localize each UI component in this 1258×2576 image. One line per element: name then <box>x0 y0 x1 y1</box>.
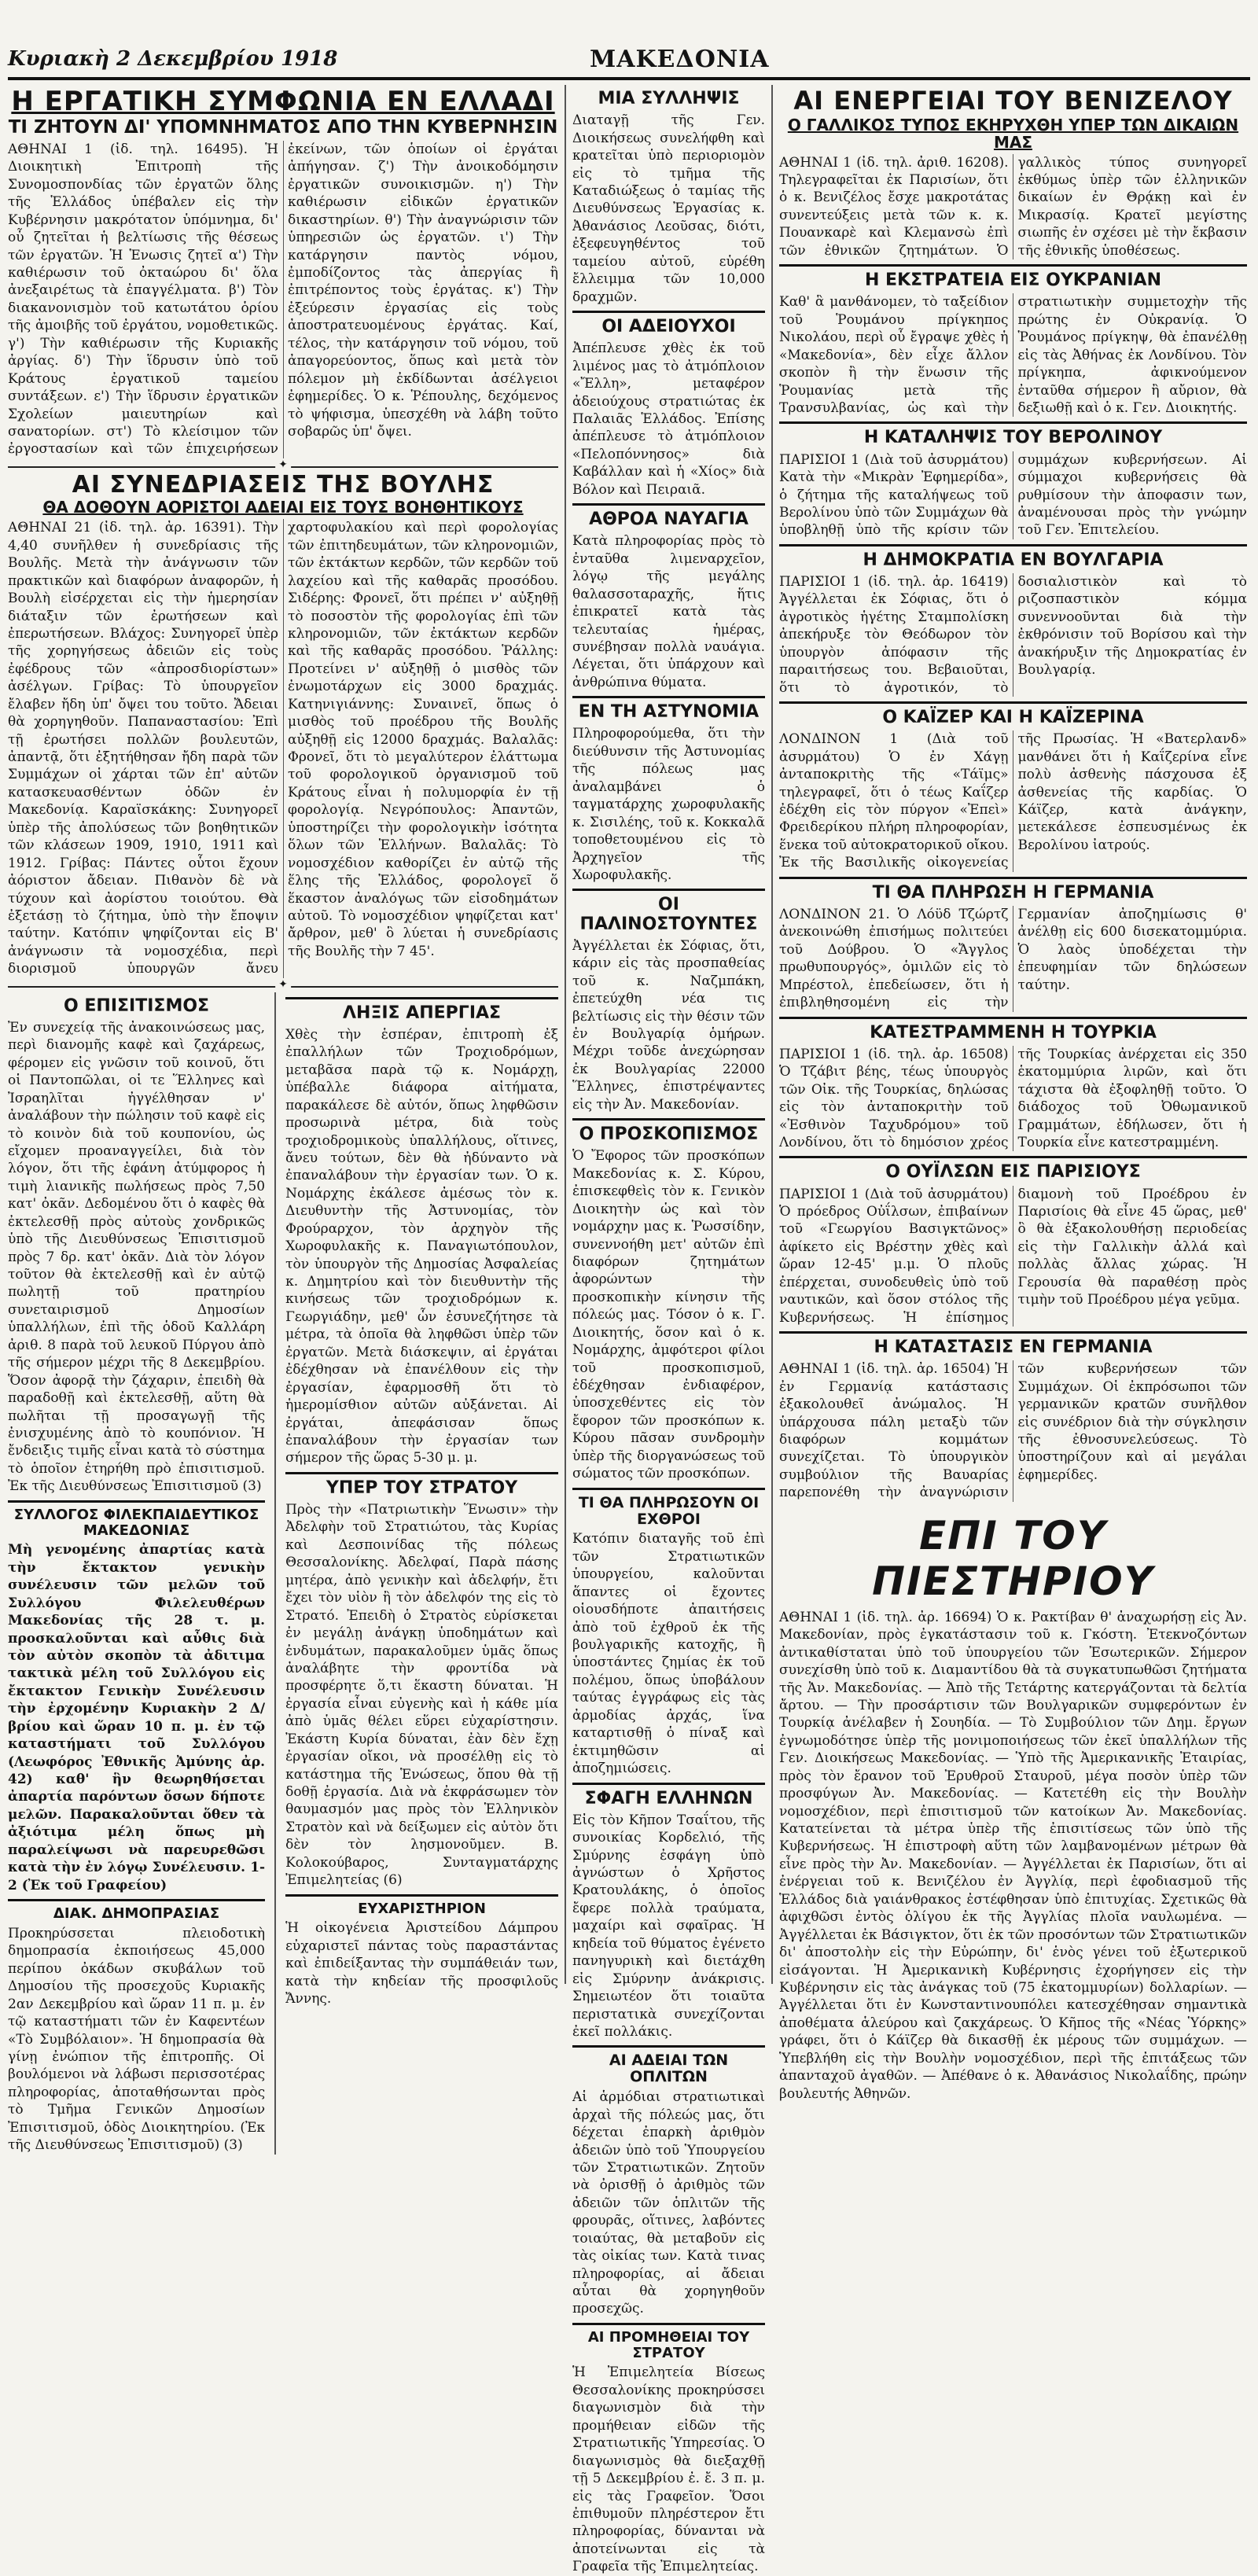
heading-kaiser: Ο ΚΑΪΖΕΡ ΚΑΙ Η ΚΑΪΖΕΡΙΝΑ <box>779 701 1247 727</box>
article-labor <box>8 141 558 458</box>
headline-venizelos: ΑΙ ΕΝΕΡΓΕΙΑΙ ΤΟΥ ΒΕΝΙΖΕΛΟΥ <box>793 86 1233 116</box>
article-germany-situation <box>779 1331 1247 1502</box>
article-soldier-leave-body: Αἱ ἁρμόδιαι στρατιωτικαὶ ἀρχαὶ τῆς πόλεώς μας, ὅτι δέχεται ἐπαρκὴ ἀριθμὸν ἀδειῶν ὑπὸ τοῦ Ὑπουργείου τῶν Στρατιωτικῶν. Ζητοῦν νὰ ὀρισθῇ ὁ ἀριθμὸς τῶν ἀδειῶν τῶν ὁπλιτῶν τῆς φρουρᾶς, οἵτινες, λαβόντες τοιαύτας, θὰ μεταβοῦν εἰς τὰς οἰκίας των. Κατὰ τινας πληροφορίας, αἱ ἄδειαι αὗται θὰ χορηγηθοῦν προσεχῶς. <box>572 2089 765 2317</box>
issue-date: Κυριακὴ 2 Δεκεμβρίου 1918 <box>8 47 338 71</box>
article-auction-body: Προκηρύσσεται πλειοδοτικὴ δημοπρασία ἐκποιήσεως 45,000 περίπου ὀκάδων σκυβάλων τοῦ Δημοσίου τῆς προσεχοῦς Κυριακῆς 2αν Δεκεμβρίου καὶ ὥραν 11 π. μ. ἐν τῷ καταστήματι τῶν ἐν Καφεντέων «Τὸ Συμβόλαιον». Ἡ δημοπρασία θὰ γίνῃ ἐνώπιον τῆς ἐπιτροπῆς. Οἱ βουλόμενοι νὰ λάβωσι περισσοτέρας πληροφορίας, ἀποταθήσωνται πρὸς τὸ Τμῆμα Γενικῶν Δημοσίων Ἐπισιτισμοῦ, ὁδὸς Διοικητηρίου. (Ἐκ τῆς Διευθύνσεως Ἐπισιτισμοῦ) (3) <box>8 1925 266 2154</box>
lower-left-col-1 <box>8 992 265 2155</box>
subhead-labor: ΤΙ ΖΗΤΟΥΝ ΔΙ' ΥΠΟΜΝΗΜΑΤΟΣ ΑΠΟ ΤΗΝ ΚΥΒΕΡΝΗΣΙΝ <box>8 116 558 138</box>
subhead-venizelos: Ο ΓΑΛΛΙΚΟΣ ΤΥΠΟΣ ΕΚΗΡΥΧΘΗ ΥΠΕΡ ΤΩΝ ΔΙΚΑΙΩΝ ΜΑΣ <box>787 115 1239 152</box>
heading-scouting: Ο ΠΡΟΣΚΟΠΙΣΜΟΣ <box>572 1118 765 1144</box>
article-enemies-pay-body: Κατόπιν διαταγῆς τοῦ ἐπὶ τῶν Στρατιωτικῶν ὑπουργείου, καλοῦνται ἅπαντες οἱ ἔχοντες οἱουσδήποτε ἀπαιτήσεις ἀπὸ τοῦ ἐχθροῦ ἐκ τῆς βουλγαρικῆς κατοχῆς, ἢ ὑποστάντες ζημίας ἐκ τοῦ πολέμου, ὅπως ὑποβάλουν ταύτας ἐγγράφως εἰς τὰς ἀρμοδίας ἀρχάς, ἵνα καταρτισθῇ ὁ πίναξ καὶ ἐκτιμηθῶσιν αἱ ἀποζημιώσεις. <box>572 1531 765 1777</box>
right-section <box>779 85 1247 2102</box>
heading-leave: ΟΙ ΑΔΕΙΟΥΧΟΙ <box>572 311 765 337</box>
divider <box>8 986 558 988</box>
article-soldier-leave <box>572 2045 765 2317</box>
article-wilson <box>779 1156 1247 1327</box>
article-association-body: Μὴ γενομένης ἀπαρτίας κατὰ τὴν ἔκτακτον γενικὴν συνέλευσιν τῶν μελῶν τοῦ Συλλόγου Φιλελευθέρων Μακεδονίας τῆς 28 τ. μ. προσκαλοῦνται καὶ αὖθις διὰ τὸν αὐτὸν σκοπὸν τὰ ἀδιτιμα τακτικὰ μέλη τοῦ Συλλόγου εἰς ἔκτακτον Γενικὴν Συνέλευσιν τὴν ἐρχομένην Κυριακὴν 2 Δ/βρίου καὶ ὥραν 10 π. μ. ἐν τῷ καταστήματι τοῦ Συλλόγου (Λεωφόρος Ἐθνικῆς Ἀμύνης ἀρ. 42) καθ' ἣν θεωρηθήσεται ἀπαρτία παρόντων ὅσων δήποτε μελῶν. Παρακαλοῦνται ὅθεν τὰ ἀξιότιμα μέλη ὅπως μὴ παραλείψωσι νὰ παρευρεθῶσι κατὰ τὴν ἐν λόγῳ Συνέλευσιν. 1-2 (Ἐκ τοῦ Γραφείου) <box>8 1542 266 1893</box>
masthead <box>8 0 1250 75</box>
article-police <box>572 696 765 884</box>
heading-arrest: ΜΙΑ ΣΥΛΛΗΨΙΣ <box>598 89 740 109</box>
article-thanks-body: Ἡ οἰκογένεια Ἀριστείδου Δάμπρου εὐχαριστεῖ πάντας τοὺς παραστάντας καὶ ἐπιδείξαντας τὴν συμπάθειάν των, κατὰ τὴν κηδείαν τῆς προσφιλοῦς Ἄννης. <box>285 1920 558 2007</box>
article-shipwrecks-body: Κατὰ πληροφορίας πρὸς τὸ ἐνταῦθα λιμεναρχεῖον, λόγῳ τῆς μεγάλης θαλασσοταραχῆς, ἥτις ἐπικρατεῖ κατὰ τὰς τελευταίας ἡμέρας, συνέβησαν πολλὰ ναυάγια. Λέγεται, ὅτι ὑπάρχουν καὶ ἀνθρώπινα θύματα. <box>572 533 765 690</box>
heading-enemies-pay: ΤΙ ΘΑ ΠΛΗΡΩΣΟΥΝ ΟΙ ΕΧΘΡΟΙ <box>572 1488 765 1528</box>
article-kaiser-body: ΛΟΝΔΙΝΟΝ 1 (Διὰ τοῦ ἀσυρμάτου) Ὁ ἐν Χάγῃ ἀνταποκριτὴς τῆς «Τάϊμς» τηλεγραφεῖ, ὅτι ὁ τέως Καΐζερ ἐδέχθη εἰς τὸν πύργον «Ἐπεὶ» Φρειδερίκου πλήρη πληροφορίαν, ἕνεκα τοῦ αὐτοκρατορικοῦ οἴκου. Ἐκ τῆς Βασιλικῆς οἰκογενείας τῆς Πρωσίας. Ἡ «Βατερλανδ» μανθάνει ὅτι ἡ Καΐζερίνα εἶνε πολὺ ἀσθενὴς πάσχουσα ἐξ ἀσθενείας τῆς καρδίας. Ὁ Κάϊζερ, κατὰ ἀνάγκην, μετεκάλεσε ἐσπευσμένως ἐκ Βερολίνου ἰατρούς. <box>779 731 1247 871</box>
heading-wilson: Ο ΟΥΪΛΣΩΝ ΕΙΣ ΠΑΡΙΣΙΟΥΣ <box>779 1156 1247 1182</box>
article-leave <box>572 311 765 499</box>
article-berlin <box>779 421 1247 539</box>
article-association <box>8 1500 265 1894</box>
lower-left-columns <box>8 992 558 2155</box>
article-bulgaria-body: ΠΑΡΙΣΙΟΙ 1 (ἰδ. τηλ. ἀρ. 16419) Ἀγγέλλεται ἐκ Σόφιας, ὅτι ὁ ἀγροτικὸς ἡγέτης Σταμπολίσκη ἀπεκήρυξε τὸν Θεόδωρον τὸν ὑπουργὸν ἀπόφασιν τῆς παραιτήσεως του. Βεβαιοῦται, ὅτι τὸ ἀγροτικόν, τὸ δοσιαλιστικὸν καὶ τὸ ριζοσπαστικὸν κόμμα συνεννοοῦνται διὰ τὴν ἐκθρόνισιν τοῦ Βορίσου καὶ τὴν ἀνακήρυξιν τῆς Δημοκρατίας ἐν Βουλγαρίᾳ. <box>779 574 1247 696</box>
article-food-body: Ἐν συνεχείᾳ τῆς ἀνακοινώσεως μας, περὶ διανομῆς καφὲ καὶ ζαχάρεως, φέρομεν εἰς γνῶσιν τοῦ κοινοῦ, ὅτι οἱ Παντοπῶλαι, οἱ τε Ἕλληνες καὶ Ἰσραηλῖται ἠγγέλθησαν ν' ἀναλάβουν τὴν πώλησιν τοῦ καφὲ εἰς τὸ κοινὸν διὰ τοῦ κουπονίου, ὡς εἴχομεν προαναγγείλει, διὰ τὸν λόγον, ὅτι τῆς ἐφάνη ἀτύμφορος ἡ τιμὴ λιανικῆς πωλήσεως πρὸς 7,50 κατ' ὀκᾶν. Δεδομένου ὅτι ὁ καφὲς θὰ ἐκτελεσθῇ πρὸς αὐτοὺς χονδρικῶς ὑπὸ τῆς Διευθύνσεως Ἐπισιτισμοῦ πρὸς 7 δρ. κατ' ὀκᾶν. Διὰ τὸν λόγον τοῦτον θὰ ἐκτελεσθῇ καὶ ἐν αὐτῷ πωλητῇ τοῦ πρατηρίου συνεταιρισμοῦ Δημοσίων ὑπαλλήλων, ἐπὶ τῆς ὁδοῦ Καλλάρη ἀριθ. 8 παρὰ τοῦ λευκοῦ Πύργου ἀπὸ τῆς σήμερον μέχρι τῆς 8 Δεκεμβρίου. Ὅσον ἀφορᾷ τὴν ζάχαριν, ἐπειδὴ θὰ παραδοθῇ καὶ ἐκτελεσθῇ, αὕτη θὰ πωλῆται τῇ προσαγωγῇ τῆς ἐνισχυμένης ἀπὸ τὸ κουπόνιον. Ἡ ἔνδειξις τιμῆς εἶναι κατὰ τὸ σύστημα τὸ ὁποῖον ἐτηρήθη πρὸ ἐπισιτισμοῦ. Ἐκ τῆς Διευθύνσεως Ἐπισιτισμοῦ (3) <box>8 1019 266 1495</box>
article-press-body: ΑΘΗΝΑΙ 1 (ἰδ. τηλ. ἀρ. 16694) Ὁ κ. Ρακτίβαν θ' ἀναχωρήσῃ εἰς Ἀν. Μακεδονίαν, πρὸς ἐγκατάστασιν τοῦ κ. Γκόστη. Ἐτεκνοζόντων ἀντικαθίσταται ὑπὸ τοῦ ὑπουργείου τῶν Ἐσωτερικῶν. Σήμερον συνεχίσθη ὑπὸ τοῦ κ. Διαμαντίδου θὰ τὰ συγκατυπωθῶσι ζητήματα τῆς Ἀν. Μακεδονίας. — Ἀπὸ τῆς Τετάρτης κατεργάζονται τὰ δελτία ἄρτου. — Τὴν προσάρτισιν τῶν Βουλγαρικῶν συμφερόντων ἐν Τουρκίᾳ ἀνέλαβεν ἡ Σουηδία. — Τὸ Συμβούλιον τῶν Δημ. ἔργων ἐγνωμοδότησε ὑπὲρ τῆς μονιμοποιήσεως τῶν ἐκεῖ ὑπαλλήλων τῆς Γεν. Διοικήσεως Μακεδονίας. — Ὑπὸ τῆς Ἀμερικανικῆς Ἐταιρίας, πρὸς τὸν ἔρανον τοῦ Ἐρυθροῦ Σταυροῦ, μέγα ποσὸν ὑπὲρ τῶν προσφύγων Ἀν. Μακεδονίας. — Κατετέθη εἰς τὴν Βουλὴν νομοσχέδιον, περὶ ἐπισιτισμοῦ τῶν κατοίκων Ἀν. Μακεδονίας. Κατατείνεται τὰ μέτρα ὑπὲρ τῆς ἐπισιτίσεως τῶν ὑπὸ τῆς Κυβερνήσεως. Ἡ ἐπιστροφὴ αὕτη τῶν λαμβανομένων μέτρων θὰ εἶνε πρὸς τὴν Ἀν. Μακεδονίαν. — Ἀγγέλλεται ἐκ Παρισίων, ὅτι αἱ ἐνέργειαι τοῦ κ. Βενιζέλου ἐν Ἀγγλίᾳ, περὶ ἐφοδιασμοῦ τῆς Ἑλλάδος διὰ γαιάνθρακος ἐστέφθησαν ὑπὸ ἐπιτυχίας. Σχετικῶς θὰ ἀφιχθῶσι ἐντὸς ὀλίγου ἐκ τῆς Ἀγγλίας πλοῖα ναυλωμένα. — Ἀγγέλλεται ἐκ Βάσιγκτον, ὅτι ἐκ τῶν προσόντων τῶν Στρατιωτικῶν δι' ἀποστολὴν εἰς τὴν Εὐρώπην, δι' ἑνὸς γένει τοῦ ἐξωτερικοῦ εἰσάγονται. Ἡ Ἀμερικανικὴ Κυβέρνησις ἐχορήγησεν εἰς τὴν Κυβέρνησιν εἰς τὰς ἀνάγκας τοῦ (75 ἑκατομμυρίων) δολλαρίων. — Ἀγγέλλεται ὅτι ἐν Κωνσταντινουπόλει κατεσχέθησαν σημαντικὰ ἀποθέματα ἁλεύρου καὶ ζακχάρεως. Ὁ Κῆπος τῆς «Νέας Ὑόρκης» γράφει, ὅτι ὁ Κάϊζερ θὰ δικασθῇ ἐκ μέρους τῶν συμμάχων. — Ὑπεβλήθη εἰς τὴν Βουλὴν νομοσχέδιον, περὶ τῆς ἐπιτάξεως τῶν ἁπανταχοῦ ἀγαθῶν. — Ἀπέθανε ὁ κ. Ἀθανάσιος Νικολαΐδης, πρώην βουλευτής Ἀθηνῶν. <box>779 1609 1247 2102</box>
article-germany-pay-body: ΛΟΝΔΙΝΟΝ 21. Ὁ Λόϋδ Τζώρτζ ἀνεκοινώθη ἐπισήμως πολιτεύει τοῦ Δούβρου. Ὁ «Ἄγγλος πρωθυπουργός», ὁμιλῶν εἰς τὸ Μπρέστολ, ἐπεδείωσεν, ὅτι ἡ ἐπιβληθησομένη εἰς τὴν Γερμανίαν ἀποζημίωσις θ' ἀνέλθῃ εἰς 600 δισεκατομμύρια. Ὁ λαὸς ὑποδέχεται τὴν ἐπευφημίαν τῶν δηλώσεων ταύτην. <box>779 906 1247 1011</box>
article-bulgaria <box>779 544 1247 697</box>
article-massacre <box>572 1783 765 2041</box>
masthead-rule <box>8 77 1250 80</box>
article-venizelos-body: ΑΘΗΝΑΙ 1 (ἰδ. τηλ. ἀριθ. 16208). Τηλεγραφεῖται ἐκ Παρισίων, ὅτι ὁ κ. Βενιζέλος ἔσχε μακροτάτας συνεντεύξεις μετὰ τῶν κ. κ. Πουανκαρὲ καὶ Κλεμανσὼ ἐπὶ τῶν ἐθνικῶν ζητημάτων. Ὁ γαλλικὸς τύπος συνηγορεῖ ἐκθύμως ὑπὲρ τῶν ἑλληνικῶν δικαίων ἐν Θρᾴκῃ καὶ ἐν Μικρασίᾳ. Κρατεῖ μεγίστης σιωπῆς ἐν σχέσει μὲ τὴν ἔκβασιν τῆς ἐθνικῆς ὑποθέσεως. <box>779 154 1247 259</box>
heading-food: Ο ΕΠΙΣΙΤΙΣΜΟΣ <box>64 995 210 1016</box>
article-returnees-body: Ἀγγέλλεται ἐκ Σόφιας, ὅτι, κάριν εἰς τὰς προσπαθείας τοῦ κ. Ναζμπάκη, ἐπετεύχθη νέα τις βελτίωσις εἰς τὴν θέσιν τῶν ἐν Βουλγαρίᾳ ὁμήρων. Μέχρι τοῦδε ἀνεχώρησαν ἐκ Βουλγαρίας 22000 Ἕλληνες, ἐπιστρέψαντες εἰς τὴν Ἀν. Μακεδονίαν. <box>572 937 765 1113</box>
article-ukraine-body: Καθ' ἃ μανθάνομεν, τὸ ταξείδιον τοῦ Ῥουμάνου πρίγκηπος Νικολάου, περὶ οὗ ἔγραψε χθὲς ἡ «Μακεδονία», δὲν εἶχε ἄλλον σκοπὸν ἢ τὴν ἕνωσιν τῆς Ῥουμανίας μετὰ τῆς Τρανσυλβανίας, ὡς καὶ τὴν στρατιωτικὴν συμμετοχὴν τῆς πρώτης ἐν Οὐκρανίᾳ. Ὁ Ῥουμάνος πρίγκηψ, θὰ ἐπανέλθῃ εἰς τὰς Ἀθήνας ἐκ Λονδίνου. Τὸν πρίγκηπα, ἀφικνούμενον ἐνταῦθα σήμερον ἢ αὔριον, θὰ δεξιωθῇ καὶ ὁ κ. Γεν. Διοικητής. <box>779 294 1247 417</box>
article-strike-body: Χθὲς τὴν ἑσπέραν, ἐπιτροπὴ ἐξ ἐπαλλήλων τῶν Τροχιοδρόμων, μεταβᾶσα παρὰ τῷ κ. Νομάρχῃ, ὑπέβαλλε διάφορα αἰτήματα, παρακάλεσε δὲ αὐτόν, ὅπως ληφθῶσιν προσωρινὰ μέτρα, διὰ τοὺς τροχιοδρομικοὺς ὑπαλλήλους, οἵτινες, ἄνευ τούτων, δὲν θὰ ἠδύναντο νὰ ἐπαναλάβουν τὴν ἐργασίαν των. Ὁ κ. Νομάρχης ἐκάλεσε ἀμέσως τὸν κ. Διευθυντὴν τῆς Ἀστυνομίας, τὸν Φρούραρχον, τὸν ἀρχηγὸν τῆς Χωροφυλακῆς κ. Παναγιωτόπουλον, τὸν ὑπουργὸν τῆς Δημοσίας Ἀσφαλείας κ. Δημητρίου καὶ τὸν διευθυντὴν τῆς κινήσεως τῶν τροχιοδρόμων κ. Γεωργιάδην, μεθ' ὧν ἐσυνεζήτησε τὰ μέτρα, τὰ ὁποῖα θὰ ληφθῶσι ὑπὲρ τῶν ἐργατῶν. Μετὰ διάσκεψιν, αἱ ἐργάται ἐδέχθησαν νὰ ἐπανέλθουν εἰς τὴν ἐργασίαν, ἐφαρμοσθῆ ὅτι τὸ ἡμερομίσθιον αὐτῶν αὐξάνεται. Αἱ ἐργάται, ἀπεφάσισαν ὅπως ἐπαναλάβουν τὴν ἐργασίαν των σήμερον τῆς ὥρας 5-30 μ. μ. <box>285 1026 558 1466</box>
heading-soldier-leave: ΑΙ ΑΔΕΙΑΙ ΤΩΝ ΟΠΛΙΤΩΝ <box>572 2045 765 2085</box>
article-turkey <box>779 1017 1247 1152</box>
article-wilson-body: ΠΑΡΙΣΙΟΙ 1 (Διὰ τοῦ ἀσυρμάτου) Ὁ πρόεδρος Οὐΐλσων, ἐπιβαίνων τοῦ «Γεωργίου Βασιγκτῶνος» ἀφίκετο εἰς Βρέστην χθὲς καὶ ὥραν 12-45' μ.μ. Ὁ πλοῦς ἐπέρχεται, συνοδευθεὶς ὑπὸ τοῦ ναυτικῶν, καὶ ὅσον στόλος τῆς Κυβερνήσεως. Ἡ ἐπίσημος διαμονὴ τοῦ Προέδρου ἐν Παρισίοις θὰ εἶνε 45 ὥρας, μεθ' ὃ θὰ ἐξακολουθήσῃ περιοδείας εἰς τὴν Γαλλικὴν ἀλλά καὶ πολλὰς ἄλλας χώρας. Ἡ Γερουσία θὰ παραθέσῃ πρὸς τιμὴν τοῦ Προέδρου μέγα γεῦμα. <box>779 1186 1247 1326</box>
column-rule <box>771 85 773 1984</box>
article-army-body: Πρὸς τὴν «Πατριωτικὴν Ἕνωσιν» τὴν Ἀδελφὴν τοῦ Στρατιώτου, τὰς Κυρίας καὶ Δεσποινίδας τῆς πόλεως Θεσσαλονίκης. Ἀδελφαί, Παρὰ πάσης μητέρα, ἀπὸ γενικὴν καὶ ἀδελφήν, ἔτι ἔχει τὸν υἱὸν ἢ τὸν ἀδελφόν της εἰς τὸ Στρατό. Ἐπειδὴ ὁ Στρατὸς εὑρίσκεται ἐν μεγάλῃ ἀνάγκῃ ὑποδημάτων καὶ ἐνδυμάτων, παρακαλοῦμεν ὑμᾶς ὅπως ἀναλάβητε τὴν φροντίδα νὰ προσφέρητε ὅ,τι ἕκαστη δύναται. Ἡ ἐργασία εἶναι εὐγενὴς καὶ ἡ κάθε μία ἀπὸ ὑμᾶς θέλει εὕρει εὐχαρίστησιν. Ἐκάστη Κυρία δύναται, ἐὰν δὲν ἔχῃ ἐργασίαν οἴκοι, νὰ προσέλθῃ εἰς τὸ κατάστημα τῆς Ἑνώσεως, ὅπου θὰ τῇ δοθῇ ἐργασία. Διὰ νὰ ἐκφράσωμεν τὸν θαυμασμόν μας πρὸς τὸν Ἑλληνικὸν Στρατὸν καὶ νὰ δείξωμεν εἰς αὐτὸν ὅτι δὲν τὸν λησμονοῦμεν. Β. Κολοκούβαρος, Συνταγματάρχης Ἐπιμελητείας (6) <box>285 1502 558 1889</box>
heading-shipwrecks: ΑΘΡΟΑ ΝΑΥΑΓΙΑ <box>572 503 765 529</box>
heading-bulgaria: Η ΔΗΜΟΚΡΑΤΙΑ ΕΝ ΒΟΥΛΓΑΡΙΑ <box>779 544 1247 570</box>
heading-army: ΥΠΕΡ ΤΟΥ ΣΤΡΑΤΟΥ <box>285 1472 558 1498</box>
column-rule <box>274 992 276 2155</box>
column-rule <box>565 85 566 1984</box>
article-scouting-body: Ὁ Ἔφορος τῶν προσκόπων Μακεδονίας κ. Σ. Κύρου, ἐπισκεφθεὶς τὸν κ. Γενικὸν Διοικητὴν ὡς καὶ τὸν νομάρχην μας κ. Ῥωσσίδην, συνεννοήθη μετ' αὐτῶν ἐπὶ διαφόρων ζητημάτων ἀφορώντων τὴν προσκοπικὴν κίνησιν τῆς πόλεώς μας. Τόσον ὁ κ. Γ. Διοικητής, ὅσον καὶ ὁ κ. Νομάρχης, ἀμφότεροι φίλοι τοῦ προσκοπισμοῦ, ἐδέχθησαν ἐνδιαφέρον, ὑποσχεθέντες εἰς τὸν ἔφορον τῶν προσκόπων κ. Κύρου πᾶσαν συνδρομὴν ὑπὲρ τῆς διοργανώσεως τοῦ σώματος τῶν προσκόπων. <box>572 1148 765 1482</box>
heading-turkey: ΚΑΤΕΣΤΡΑΜΜΕΝΗ Η ΤΟΥΡΚΙΑ <box>779 1017 1247 1043</box>
article-arrest-body: Διαταγῇ τῆς Γεν. Διοικήσεως συνελήφθη καὶ κρατεῖται ὑπὸ περιοριομὸν εἰς τὸ τμῆμα τῆς Καταδιώξεως ὁ ταμίας τῆς Διευθύνσεως Ἐργασίας κ. Ἀθανάσιος Λεοῦσας, διότι, ἐξεφευγηθέντος τοῦ ταμείου αὐτοῦ, εὑρέθη ἔλλειμμα τῶν 10,000 δραχμῶν. <box>572 112 765 305</box>
article-strike <box>285 997 558 1467</box>
subhead-parliament: ΘΑ ΔΟΘΟΥΝ ΑΟΡΙΣΤΟΙ ΑΔΕΙΑΙ ΕΙΣ ΤΟΥΣ ΒΟΗΘΗΤΙΚΟΥΣ <box>42 498 524 517</box>
middle-section <box>572 85 765 2575</box>
headline-labor: Η ΕΡΓΑΤΙΚΗ ΣΥΜΦΩΝΙΑ ΕΝ ΕΛΛΑΔΙ <box>11 86 555 117</box>
article-returnees <box>572 889 765 1113</box>
heading-returnees: ΟΙ ΠΑΛΙΝΟΣΤΟΥΝΤΕΣ <box>572 889 765 933</box>
article-kaiser <box>779 701 1247 872</box>
article-police-body: Πληροφορούμεθα, ὅτι τὴν διεύθυνσιν τῆς Ἀστυνομίας τῆς πόλεως μας ἀναλαμβάνει ὁ ταγματάρχης χωροφυλακῆς κ. Σισιλέης, τοῦ κ. Κοκκαλᾶ τοποθετουμένου εἰς τὸ Ἀρχηγεῖον τῆς Χωροφυλακῆς. <box>572 726 765 883</box>
article-parliament <box>8 519 558 977</box>
article-massacre-body: Εἰς τὸν Κῆπον Τσαΐτου, τῆς συνοικίας Κορδελιό, τῆς Σμύρνης ἐσφάγη ὑπὸ ἀγνώστων ὁ Χρῆστος Κρατουλάκης, ὁ ὁποῖος ἔφερε πολλὰ τραύματα, μαχαίρι καὶ σφαῖρας. Ἡ κηδεία τοῦ θύματος ἐγένετο πανηγυρικὴ καὶ διετάχθη εἰς Σμύρνην ἀνάκρισις. Σημειωτέον ὅτι τοιαῦτα περιστατικὰ συνεχίζονται ἐκεῖ πολλάκις. <box>572 1812 765 2040</box>
article-turkey-body: ΠΑΡΙΣΙΟΙ 1 (ἰδ. τηλ. ἀρ. 16508) Ὁ Τζάβιτ βέης, τέως ὑπουργὸς τῶν Οἰκ. τῆς Τουρκίας, δηλώσας εἰς τὸν ἀνταποκριτὴν τοῦ «Ἐσθινὸν Ταχυδρόμου» τοῦ Λονδίνου, ὅτι τὸ δημόσιον χρέος τῆς Τουρκίας ἀνέρχεται εἰς 350 ἑκατομμύρια λιρῶν, καὶ ὅτι τάχιστα θὰ ἐξοφληθῇ τοῦτο. Ὁ διάδοχος τοῦ Ὀθωμανικοῦ Γραμμάτων, ἐδήλωσεν, ὅτι ἡ Τουρκία εἶνε κατεστραμμένη. <box>779 1046 1247 1150</box>
heading-thanks: ΕΥΧΑΡΙΣΤΗΡΙΟΝ <box>285 1894 558 1917</box>
heading-supplies: ΑΙ ΠΡΟΜΗΘΕΙΑΙ ΤΟΥ ΣΤΡΑΤΟΥ <box>572 2323 765 2361</box>
article-leave-body: Ἀπέπλευσε χθὲς ἐκ τοῦ λιμένος μας τὸ ἀτμόπλοιον «Ἔλλη», μεταφέρον ἀδειούχους στρατιώτας ἐκ Παλαιᾶς Ἑλλάδος. Ἐπίσης ἀπέπλευσε τὸ ἀτμόπλοιον «Πελοπόννησος» διὰ Καβάλλαν καὶ ἡ «Χίος» διὰ Βόλον καὶ Πειραιᾶ. <box>572 340 765 498</box>
heading-massacre: ΣΦΑΓΗ ΕΛΛΗΝΩΝ <box>572 1783 765 1809</box>
newspaper-name: ΜΑΚΕΔΟΝΙΑ <box>590 46 770 73</box>
left-section <box>8 85 558 2154</box>
article-enemies-pay <box>572 1488 765 1778</box>
heading-strike: ΛΗΞΙΣ ΑΠΕΡΓΙΑΣ <box>285 997 558 1023</box>
heading-police: ΕΝ ΤΗ ΑΣΤΥΝΟΜΙΑ <box>572 696 765 722</box>
article-berlin-body: ΠΑΡΙΣΙΟΙ 1 (Διὰ τοῦ ἀσυρμάτου) Κατὰ τὴν «Μικρὰν Ἐφημερίδα», ὁ ζήτημα τῆς καταλήψεως τοῦ Βερολίνου ὑπὸ τῶν Συμμάχων θὰ ὑποβληθῇ ὑπὸ τῆς κρίσιν τῶν συμμάχων κυβερνήσεων. Αἱ σύμμαχοι κυβερνήσεις θὰ ρυθμίσουν τὴν ἀποφασιν των, ἀναμένουσαι πρὸς τὴν γνώμην τοῦ Γεν. Ἐπιτελείου. <box>779 451 1247 539</box>
article-thanks <box>285 1894 558 2008</box>
heading-ukraine: Η ΕΚΣΤΡΑΤΕΙΑ ΕΙΣ ΟΥΚΡΑΝΙΑΝ <box>779 264 1247 290</box>
article-supplies <box>572 2323 765 2576</box>
heading-press: ΕΠΙ ΤΟΥ ΠΙΕΣΤΗΡΙΟΥ <box>872 1512 1154 1604</box>
heading-germany-situation: Η ΚΑΤΑΣΤΑΣΙΣ ΕΝ ΓΕΡΜΑΝΙΑ <box>779 1331 1247 1357</box>
article-shipwrecks <box>572 503 765 691</box>
heading-germany-pay: ΤΙ ΘΑ ΠΛΗΡΩΣΗ Η ΓΕΡΜΑΝΙΑ <box>779 877 1247 903</box>
article-food <box>8 997 265 1496</box>
article-arrest <box>572 90 765 306</box>
article-scouting <box>572 1118 765 1483</box>
article-parliament-body: ΑΘΗΝΑΙ 21 (ἰδ. τηλ. ἀρ. 16391). Τὴν 4,40 συνῆλθεν ἡ συνεδρίασις τῆς Βουλῆς. Μετὰ τὴν ἀνάγνωσιν τῶν πρακτικῶν καὶ διαφόρων ἀναφορῶν, ἡ Βουλὴ εἰσέρχεται εἰς τὴν ἡμερησίαν διάταξιν τῶν ἐρωτήσεων καὶ ἐπερωτήσεων. Βλάχος: Συνηγορεῖ ὑπὲρ τῆς χορηγήσεως ἀδειῶν εἰς τοὺς ἐφέδρους τῶν «ἀπροσδιορίστων» ἀσέλγων. Γρίβας: Τὸ ὑπουργεῖον ἔλαβεν ἤδη ὑπ' ὄψει του τοῦτο. Ἄδειαι θὰ χορηγηθοῦν. Παπαναστασίου: Ἐπὶ τῇ ἐρωτήσει πολλῶν βουλευτῶν, ἀπαντᾷ, ὅτι ἐξητήθησαν ἤδη παρὰ τῶν Συμμάχων οἱ χάρται τῶν ἐπ' αὐτῶν κατασκευασθέντων ὁδῶν ἐν Μακεδονίᾳ. Καραϊσκάκης: Συνηγορεῖ ὑπὲρ τῆς ἀπολύσεως τῶν βοηθητικῶν τῶν κλάσεων 1909, 1910, 1911 καὶ 1912. Γρίβας: Πάντες οὗτοι ἔχουν ἀόριστον ἄδειαν. Πιθανὸν δὲ νὰ τύχουν καὶ ἀορίστου τοιούτου. Θὰ ἐξετάσῃ τὸ ζήτημα, ὑπὸ τὴν ἔποψιν ταύτην. Κατόπιν ψηφίζονται εἰς Β' ἀνάγνωσιν τὰ νομοσχέδια, περὶ διορισμοῦ ὑπουργῶν ἄνευ χαρτοφυλακίου καὶ περὶ φορολογίας τῶν ἐπιτηδευμάτων, τῶν κληρονομιῶν, τῶν ἐκτάκτων κερδῶν, τῶν κερδῶν τοῦ λαχείου καὶ τῆς καθαρᾶς προσόδου. Σιδέρης: Φρονεῖ, ὅτι πρέπει ν' αὐξηθῇ τὸ ποσοστὸν τῆς φορολογίας ἐπὶ τῶν κληρονομιῶν, τῶν ἐκτάκτων κερδῶν καὶ τῆς καθαρᾶς προσόδου. Ῥάλλης: Προτείνει ν' αὐξηθῇ ὁ μισθὸς τῶν ἐνωμοτάρχων εἰς 3000 δραχμάς. Κατηνιγιάννης: Συναινεῖ, ὅπως ὁ μισθὸς τοῦ προέδρου τῆς Βουλῆς αὐξηθῇ εἰς 12000 δραχμάς. Βαλαλᾶς: Φρονεῖ, ὅτι τὸ μεγαλύτερον ἐλάττωμα τοῦ φορολογικοῦ ὀργανισμοῦ τοῦ Κράτους εἶναι ἡ πολυμορφία ἐν τῇ φορολογίᾳ. Νεγρόπουλος: Ἀπαντῶν, ὑποστηρίζει τὴν φορολογικὴν ἰσότητα ὅλων τῶν Ἑλλήνων. Βαλαλᾶς: Τὸ νομοσχέδιον καθορίζει ἐν αὐτῷ τῆς ἕλης τῆς Ἑλλάδος, φορολογεῖ ὅ ἕκαστον ἀναλόγως τῶν εἰσοδημάτων αὐτοῦ. Τὸ νομοσχέδιον ψηφίζεται κατ' ἄρθρον, μεθ' ὃ λύεται ἡ συνεδρίασις τῆς Βουλῆς τὴν 7 45'. <box>8 520 558 977</box>
article-germany-pay <box>779 877 1247 1012</box>
heading-auction: ΔΙΑΚ. ΔΗΜΟΠΡΑΣΙΑΣ <box>8 1899 265 1922</box>
lower-left-col-2 <box>285 992 558 2155</box>
article-ukraine <box>779 264 1247 417</box>
article-auction <box>8 1899 265 2154</box>
article-labor-body: ΑΘΗΝΑΙ 1 (ἰδ. τηλ. 16495). Ἡ Διοικητικὴ Ἐπιτροπὴ τῆς Συνομοσπονδίας τῶν ἐργατῶν ὅλης τῆς Ἑλλάδος ὑπέβαλεν εἰς τὴν Κυβέρνησιν μακρότατον ὑπόμνημα, δι' οὗ ζητεῖται ἡ βελτίωσις τῆς θέσεως τῶν ἐργατῶν. Ἡ Ἑνωσις ζητεῖ α') Τὴν καθιέρωσιν τοῦ ὀκταώρου δι' ὅλα ἀνεξαιρέτως τὰ ἐπαγγέλματα. β') Τὸν διακανονισμὸν τοῦ κατωτάτου ὁρίου τῆς ἀμοιβῆς τοῦ ἐργάτου, νομοθετικῶς. γ') Τὴν καθιέρωσιν τῆς Κυριακῆς ἀργίας. δ') Τὴν ἵδρυσιν ὑπὸ τοῦ Κράτους ἐργατικοῦ ταμείου συντάξεων. ε') Τὴν ἵδρυσιν ἐργατικῶν Σχολείων μαιευτηρίων καὶ σανατορίων. στ') Τὸ κλείσιμον τῶν ἐργοστασίων καὶ τῶν ἐπιχειρήσεων ἐκείνων, τῶν ὁποίων οἱ ἐργάται ἀπήγησαν. ζ') Τὴν ἀνοικοδόμησιν ἐργατικῶν συνοικισμῶν. η') Τὴν καθιέρωσιν εἰδικῶν ἐργατικῶν δικαστηρίων. θ') Τὴν ἀναγνώρισιν τῶν ὑπηρεσιῶν ὡς ἐργατῶν. ι') Τὴν κατάργησιν παντὸς νόμου, ἐμποδίζοντος τὰς ἀπεργίας ἢ ἐπιτρέποντος τοὺς ἐργάτας. κ') Τὴν ἐξεύρεσιν ἐργασίας εἰς τοὺς ἀποστρατευομένους ἐργάτας. Καί, τέλος, τὴν κατάργησιν τοῦ νόμου, τοῦ ἀπαγορεύοντος, ὅπως καὶ μετὰ τὸν πόλεμον μὴ ἐκδίδωνται ἀσέλγειοι ἐφημερίδες. Ὁ κ. Ῥέπουλης, δεχόμενος τὸ ψήφισμα, ὑπεσχέθη νὰ λάβη τοῦτο σοβαρῶς ὑπ' ὄψει. <box>8 141 558 458</box>
article-army <box>285 1472 558 1890</box>
article-supplies-body: Ἡ Ἐπιμελητεία Βίσεως Θεσσαλονίκης προκηρύσσει διαγωνισμὸν διὰ τὴν προμήθειαν εἰδῶν τῆς Στρατιωτικῆς Ὑπηρεσίας. Ὁ διαγωνισμὸς θὰ διεξαχθῇ τῇ 5 Δεκεμβρίου ἐ. ἔ. 3 π. μ. εἰς τὰς Γραφεῖον. Ὅσοι ἐπιθυμοῦν πληρέστερον ἔτι πληροφορίας, δύνανται νὰ ἀποτείνωνται εἰς τὰ Γραφεῖα τῆς Ἐπιμελητείας. <box>572 2364 765 2575</box>
divider <box>8 466 558 468</box>
article-germany-situation-body: ΑΘΗΝΑΙ 1 (ἰδ. τηλ. ἀρ. 16504) Ἡ ἐν Γερμανίᾳ κατάστασις ἐξακολουθεῖ ἀνώμαλος. Ἡ ὑπάρχουσα πάλη μεταξὺ τῶν διαφόρων κομμάτων συνεχίζεται. Τὸ ὑπουργικὸν συμβούλιον τῆς Βαυαρίας παρεπονέθη τὴν ἀναγνώρισιν τῶν κυβερνήσεων τῶν Συμμάχων. Οἱ ἐκπρόσωποι τῶν γερμανικῶν κρατῶν συνῆλθον εἰς συνέδριον διὰ τὴν σύγκλησιν τῆς ἐθνοσυνελεύσεως. Τὸ ὑποστηρίζουν καὶ αἱ μεγάλαι ἐφημερίδες. <box>779 1361 1247 1501</box>
newspaper-page <box>8 0 1250 2575</box>
heading-berlin: Η ΚΑΤΑΛΗΨΙΣ ΤΟΥ ΒΕΡΟΛΙΝΟΥ <box>779 421 1247 447</box>
headline-parliament: ΑΙ ΣΥΝΕΔΡΙΑΣΕΙΣ ΤΗΣ ΒΟΥΛΗΣ <box>72 470 495 499</box>
heading-association: ΣΥΛΛΟΓΟΣ ΦΙΛΕΚΠΑΙΔΕΥΤΙΚΟΣ ΜΑΚΕΔΟΝΙΑΣ <box>8 1500 265 1539</box>
article-venizelos <box>779 154 1247 260</box>
